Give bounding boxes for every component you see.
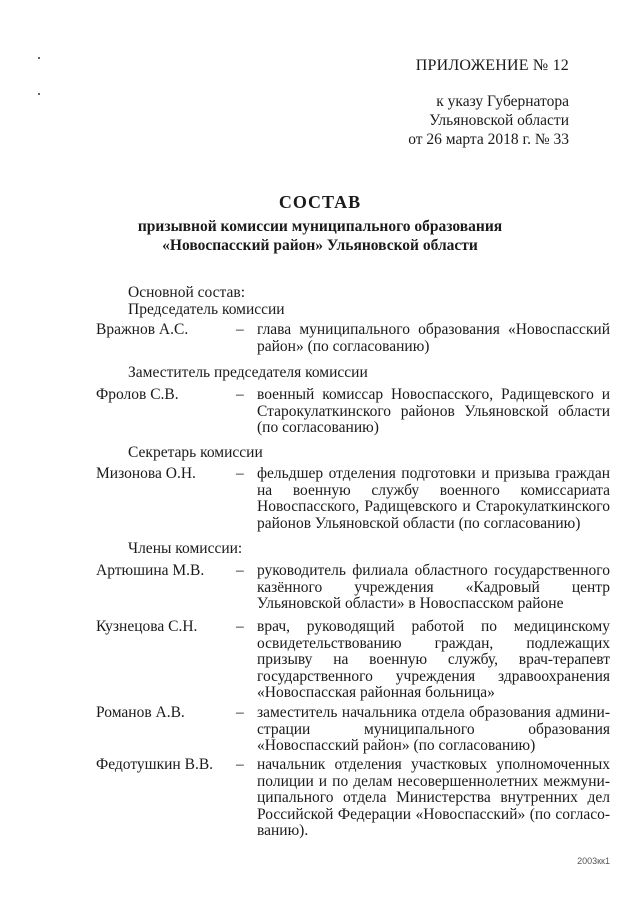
scan-speck (38, 93, 40, 95)
annex-number: ПРИЛОЖЕНИЕ № 12 (415, 57, 569, 74)
member-name: Артюшина М.В. (96, 562, 205, 579)
member-position: врач, руководящий работой по медицинскому освидетельствованию граждан, подлежащих призыву на военную службу, врач-терапевт государственного учреждения здравоохранения «Новоспасская районная больница» (257, 618, 610, 701)
member-position: заместитель начальника отдела образования администрации муниципального образования «Новоспасский район» (по согласованию) (257, 704, 610, 754)
decree-line: от 26 марта 2018 г. № 33 (408, 131, 569, 148)
title-sub-line: «Новоспасский район» Ульяновской области (162, 237, 478, 254)
member-name: Федотушкин В.В. (96, 756, 214, 773)
member-position: начальник отделения участковых уполномоченных полиции и по делам несовершеннолетних межмуниципального отдела Министерства внутренних дел Российской Федерации «Новоспасский» (по согласованию). (257, 756, 610, 839)
title-main: СОСТАВ (278, 192, 362, 212)
main-composition-label: Основной состав: (128, 284, 246, 301)
document-code: 2003кк1 (577, 856, 610, 866)
member-dash: – (236, 756, 244, 773)
member-position: военный комиссар Новоспасского, Радищевского и Старокулаткинского районов Ульяновской области (по согласованию) (257, 386, 610, 436)
member-name: Мизонова О.Н. (96, 465, 196, 482)
decree-reference (408, 92, 569, 149)
member-name: Фролов С.В. (96, 386, 179, 403)
member-name: Романов А.В. (96, 704, 185, 721)
member-name: Кузнецова С.Н. (96, 618, 198, 635)
member-dash: – (236, 465, 244, 482)
member-dash: – (236, 618, 244, 635)
member-dash: – (236, 386, 244, 403)
section-heading-secretary: Секретарь комиссии (128, 444, 263, 461)
document-title (0, 192, 640, 255)
member-position: глава муниципального образования «Новоспасский район» (по согласованию) (257, 321, 610, 355)
member-name: Вражнов А.С. (96, 321, 189, 338)
decree-line: Ульяновской области (429, 112, 569, 129)
member-position: руководитель филиала областного государственного казённого учреждения «Кадровый центр Ульяновской области» в Новоспасском районе (257, 562, 610, 612)
scan-speck (38, 57, 40, 59)
member-position: фельдшер отделения подготовки и призыва граждан на военную службу военного комиссариата Новоспасского, Радищевского и Старокулаткинского районов Ульяновской области (по согласованию) (257, 465, 610, 532)
section-heading-deputy: Заместитель председателя комиссии (128, 364, 368, 381)
decree-line: к указу Губернатора (436, 93, 569, 110)
title-sub-line: призывной комиссии муниципального образования (137, 218, 503, 235)
section-heading-members: Члены комиссии: (128, 540, 243, 557)
member-dash: – (236, 321, 244, 338)
member-dash: – (236, 562, 244, 579)
member-dash: – (236, 704, 244, 721)
section-heading-chairman: Председатель комиссии (128, 301, 285, 318)
